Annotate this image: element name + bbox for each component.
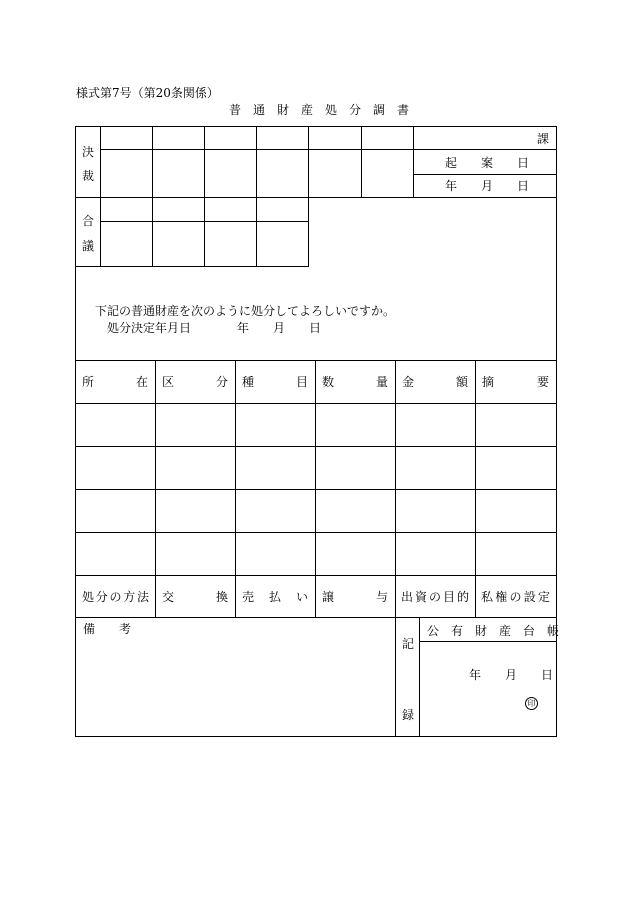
record-date: 年 月 日 [469, 668, 554, 682]
table-row [76, 447, 556, 489]
table-row [76, 533, 556, 575]
gogi-label-1: 合 [82, 214, 95, 228]
method-option-exchange: 交 換 [162, 590, 228, 604]
column-header-amount: 金 額 [402, 375, 468, 389]
section-ka-label: 課 [537, 132, 550, 146]
form-number: 様式第7号（第20条関係） [76, 86, 219, 100]
ledger-label: 公 有 財 産 台 帳 [427, 624, 560, 638]
column-header-location: 所 在 [82, 375, 148, 389]
decision-date-label: 処分決定年月日 [107, 321, 192, 335]
column-header-item: 種 目 [242, 375, 308, 389]
column-header-summary: 摘 要 [482, 375, 549, 389]
decision-date: 年 月 日 [237, 321, 322, 335]
table-row [76, 404, 556, 446]
method-label: 処 分 の 方 法 [82, 590, 149, 604]
method-option-transfer: 譲 与 [322, 590, 388, 604]
record-label-1: 記 [402, 637, 415, 651]
gogi-label-2: 議 [82, 239, 95, 253]
approval-label-1: 決 [82, 145, 95, 159]
seal-icon: 印 [525, 697, 538, 710]
method-option-investment: 出 資 の 目 的 [401, 590, 469, 604]
table-row [76, 490, 556, 532]
document-title: 普 通 財 産 処 分 調 書 [229, 103, 410, 117]
kian-date-label: 起 案 日 [445, 156, 530, 170]
approval-date: 年 月 日 [445, 179, 530, 193]
column-header-quantity: 数 量 [322, 375, 388, 389]
column-header-category: 区 分 [162, 375, 228, 389]
remarks-label: 備 考 [83, 622, 132, 636]
approval-label-2: 裁 [82, 169, 95, 183]
method-option-private-right: 私 権 の 設 定 [481, 590, 550, 604]
statement-line: 下記の普通財産を次のように処分してよろしいですか。 [95, 304, 396, 318]
record-label-2: 録 [402, 708, 415, 722]
method-option-sale: 売 払 い [242, 590, 308, 604]
